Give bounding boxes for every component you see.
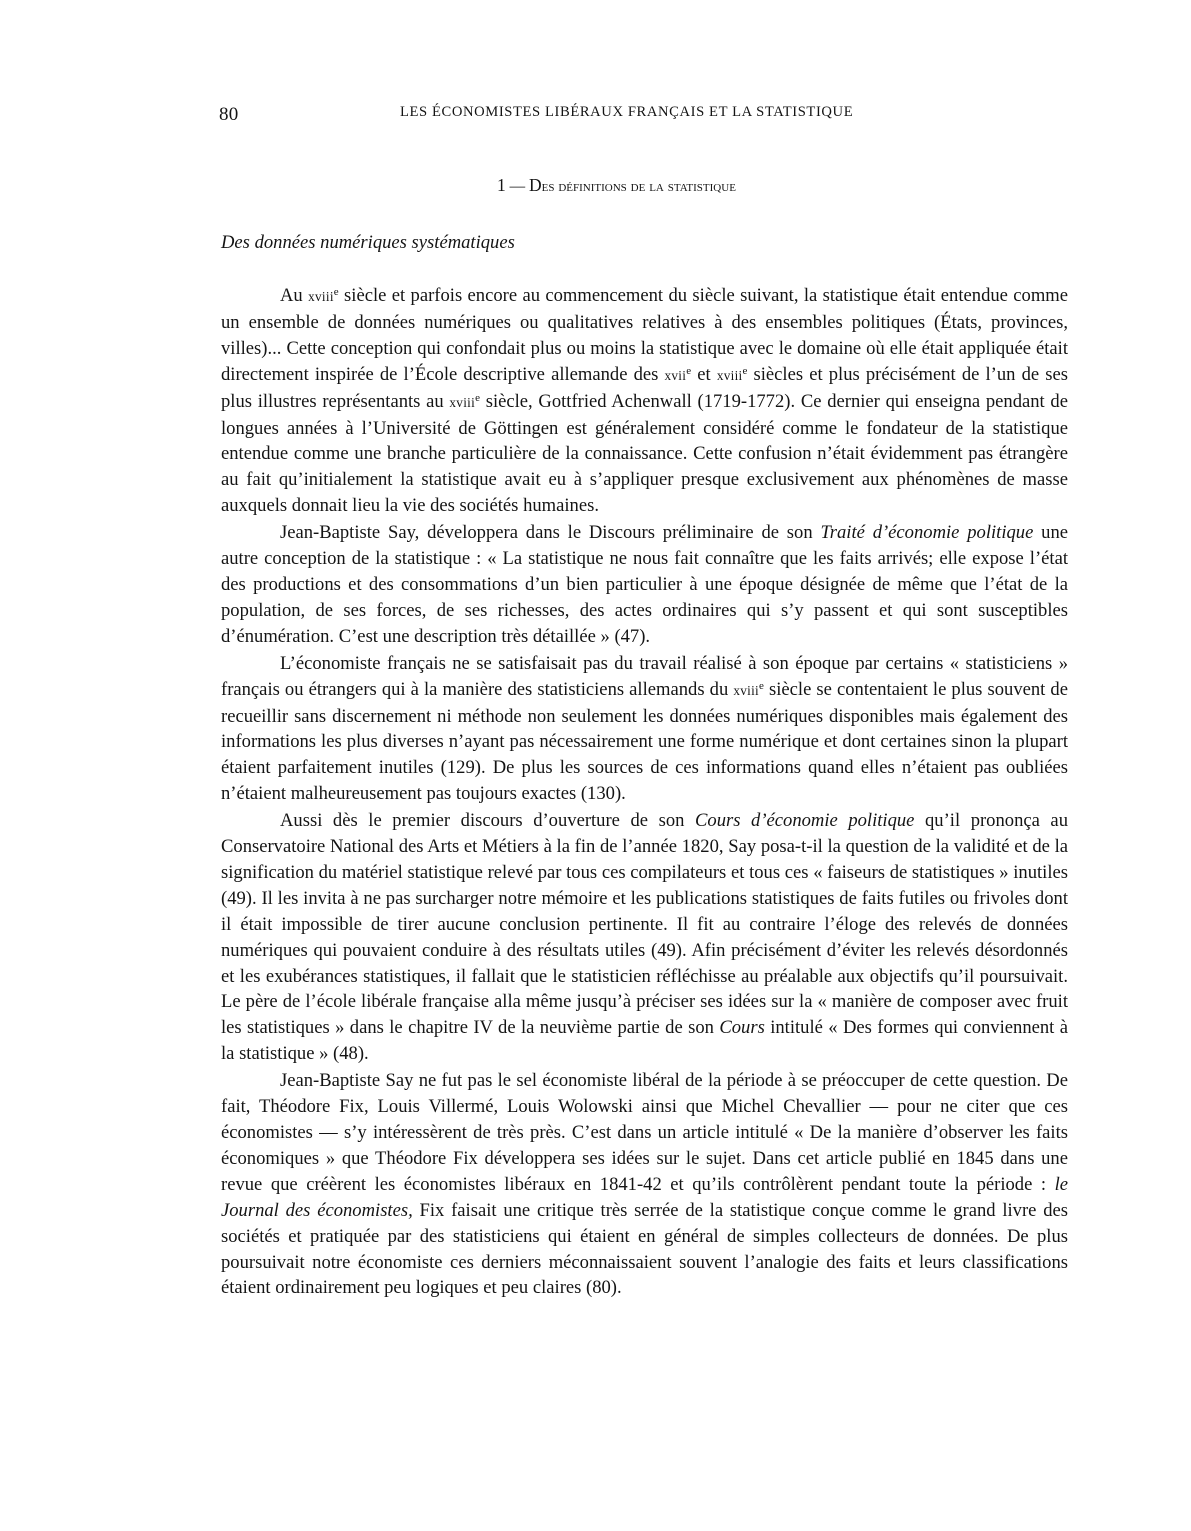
paragraph-5: Jean-Baptiste Say ne fut pas le sel économiste libéral de la période à se préoccuper de cette question. De fait, Théodore Fix, Louis Villermé, Louis Wolowski ainsi que Michel Chevallier — pour ne citer que ces économistes — s’y intéressèrent de très près. C’est dans un article intitulé « De la manière d’observer les faits économiques » que Théodore Fix développera ses idées sur le sujet. Dans cet article publié en 1845 dans une revue que créèrent les économistes libéraux en 1841-42 et qu’ils contrôlèrent pendant toute la période : le Journal des économistes, Fix faisait une critique très serrée de la statistique conçue comme le grand livre des sociétés et pratiquée par des statisticiens qui étaient en général de simples collecteurs de données. De plus poursuivait notre économiste ces derniers méconnaissaient souvent l’analogie des faits et leurs classifications étaient ordinairement peu logiques et peu claires (80). bbox=[221, 1070, 1068, 1299]
section-heading bbox=[497, 175, 736, 196]
page-number: 80 bbox=[219, 104, 239, 125]
section-title-initial: D bbox=[529, 175, 542, 195]
paragraph-3: L’économiste français ne se satisfaisait pas du travail réalisé à son époque par certains « statisticiens » français ou étrangers qui à la manière des statisticiens allemands du xviii$^e$ siècle se contentaient le plus souvent de recueillir sans discernement ni méthode non seulement les données numériques disponibles mais également des informations les plus diverses n’ayant pas nécessairement une forme numérique et dont certaines sinon la plupart étaient parfaitement inutiles (129). De plus les sources de ces informations quand elles n’étaient pas oubliées n’étaient malheureusement pas toujours exactes (130). bbox=[221, 652, 1068, 805]
running-head: LES ÉCONOMISTES LIBÉRAUX FRANÇAIS ET LA STATISTIQUE bbox=[400, 104, 854, 120]
section-title: es définitions de la statistique bbox=[541, 178, 736, 195]
paragraph-2: Jean-Baptiste Say, développera dans le Discours préliminaire de son Traité d’économie politique une autre conception de la statistique : « La statistique ne nous fait connaître que les faits arrivés; elle expose l’état des productions et des consommations d’un bien particulier à une époque désignée de même que l’état de la population, de ses forces, de ses richesses, des actes ordinaires qui s’y passent et qui sont susceptibles d’énumération. C’est une description très détaillée » (47). bbox=[221, 522, 1068, 647]
section-dash: — bbox=[509, 178, 526, 195]
section-number: 1 bbox=[497, 175, 506, 195]
body-text bbox=[221, 283, 1068, 1302]
paragraph-1: Au xviii$^e$ siècle et parfois encore au commencement du siècle suivant, la statistique était entendue comme un ensemble de données numériques ou qualitatives relatives à des ensembles politiques (États, provinces, villes)... Cette conception qui confondait plus ou moins la statistique avec le domaine où elle était appliquée était directement inspirée de l’École descriptive allemande des xvii$^e$ et xviii$^e$ siècles et plus précisément de l’un de ses plus illustres représentants au xviii$^e$ siècle, Gottfried Achenwall (1719-1772). Ce dernier qui enseigna pendant de longues années à l’Université de Göttingen est généralement considéré comme le fondateur de la statistique entendue comme une branche particulière de la connaissance. Cette confusion n’était évidemment pas étrangère au fait qu’initialement la statistique avait eu à s’appliquer presque exclusivement aux phénomènes de masse auxquels donnait lieu la vie des sociétés humaines. bbox=[221, 285, 1069, 517]
subheading: Des données numériques systématiques bbox=[221, 232, 515, 253]
paragraph-4: Aussi dès le premier discours d’ouverture de son Cours d’économie politique qu’il prononça au Conservatoire National des Arts et Métiers à la fin de l’année 1820, Say posa-t-il la question de la validité et de la signification du matériel statistique relevé par tous ces compilateurs et tous ces « faiseurs de statistiques » inutiles (49). Il les invita à ne pas surcharger notre mémoire et les publications statistiques de faits futiles ou frivoles dont il était impossible de tirer aucune conclusion pertinente. Il fit au contraire l’éloge des relevés de données numériques qui pouvaient conduire à des résultats utiles (49). Afin précisément d’éviter les relevés désordonnés et les exubérances statistiques, il fallait que le statisticien réfléchisse au préalable aux objectifs qu’il poursuivait. Le père de l’école libérale française alla même jusqu’à préciser ses idées sur la « manière de composer avec fruit les statistiques » dans le chapitre IV de la neuvième partie de son Cours intitulé « Des formes qui conviennent à la statistique » (48). bbox=[221, 810, 1068, 1065]
